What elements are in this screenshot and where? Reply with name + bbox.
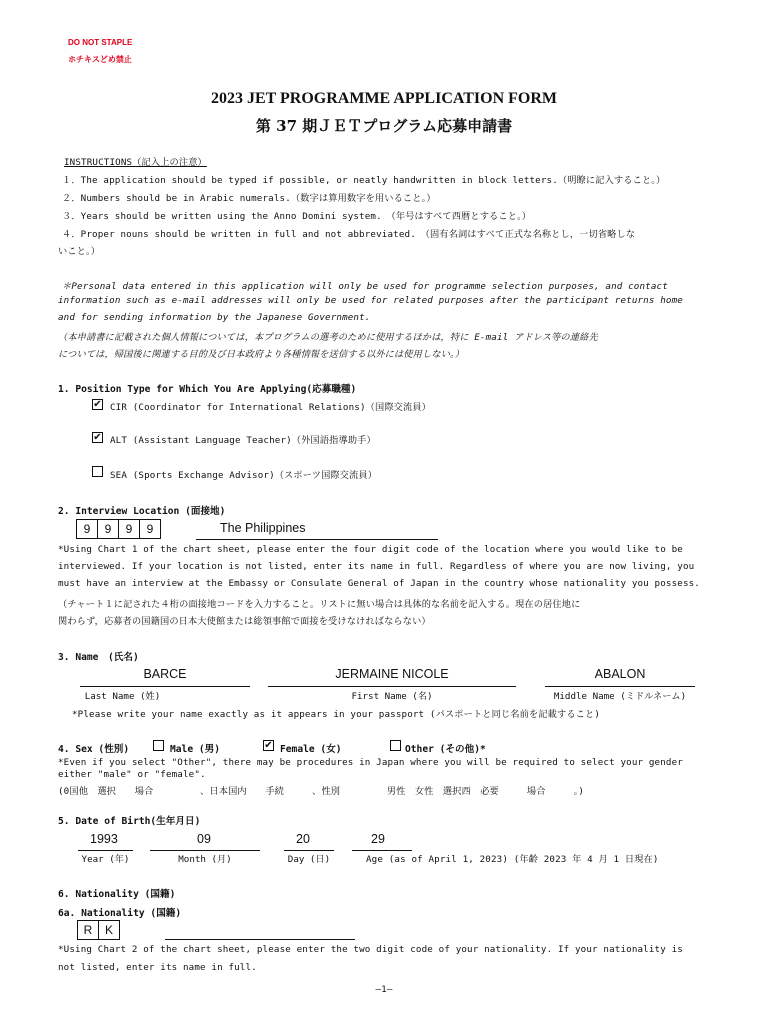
middle-name-underline (545, 686, 695, 687)
alt-option-label: ALT (Assistant Language Teacher)（外国語指導助手） (110, 435, 376, 446)
instructions-heading: INSTRUCTIONS（記入上の注意） (64, 157, 207, 168)
section4-note-jp: (0国他 選択 場合 、日本国内 手続 、性別 男性 女性 選択西 必要 場合 。) (58, 786, 585, 797)
birth-day-value[interactable]: 20 (296, 832, 310, 846)
instruction-item: １．The application should be typed if possible, or neatly handwritten in block letters.（明瞭に記入すること。） (62, 175, 666, 186)
age-value[interactable]: 29 (371, 832, 385, 846)
last-name-value[interactable]: BARCE (143, 667, 187, 681)
other-label: Other (その他)* (405, 744, 486, 755)
location-underline (196, 539, 438, 540)
code-digit[interactable]: 9 (76, 519, 98, 539)
last-name-underline (80, 686, 250, 687)
male-checkbox[interactable] (153, 740, 164, 751)
first-name-underline (268, 686, 516, 687)
nationality-code-letter[interactable]: R (77, 920, 99, 940)
section2-heading: 2. Interview Location (面接地) (58, 506, 226, 517)
privacy-note-en: ＊Personal data entered in this application will only be used for programme selection purposes, and contact (62, 281, 668, 292)
nationality-code-letter[interactable]: K (98, 920, 120, 940)
alt-checkbox[interactable]: ✔ (93, 432, 102, 443)
first-name-caption: First Name (名) (351, 691, 433, 702)
interview-location-name[interactable]: The Philippines (220, 521, 306, 535)
section2-note: interviewed. If your location is not listed, enter its name in full. Regardless of where you are now living, you (58, 561, 695, 572)
page-number: —1— (375, 984, 393, 995)
privacy-note-jp: （本申請書に記載された個人情報については，本プログラムの選考のために使用するほかは，特に E-mail アドレス等の連絡先 (58, 332, 598, 343)
first-name-value[interactable]: JERMAINE NICOLE (335, 667, 449, 681)
section4-note: *Even if you select "Other", there may be procedures in Japan where you will be required to select your gender (58, 757, 683, 768)
privacy-note-en: information such as e-mail addresses will only be used for related purposes after the participant returns home (58, 295, 683, 306)
instruction-item: いこと。） (58, 246, 101, 257)
nationality-name-underline[interactable] (165, 939, 355, 940)
section3-heading: 3. Name (氏名) (58, 652, 139, 663)
month-caption: Month (月) (178, 854, 232, 865)
section2-note: *Using Chart 1 of the chart sheet, please enter the four digit code of the location where you would like to be (58, 544, 683, 555)
do-not-staple-label-jp: ホチキスどめ禁止 (68, 55, 132, 64)
birth-year-value[interactable]: 1993 (90, 832, 118, 846)
sea-checkbox[interactable] (92, 466, 103, 477)
form-title: 2023 JET PROGRAMME APPLICATION FORM (210, 90, 558, 107)
sea-option-label: SEA (Sports Exchange Advisor)（スポーツ国際交流員） (110, 470, 378, 481)
section4-note: either "male" or "female". (58, 769, 206, 780)
section6a-heading: 6a. Nationality (国籍) (58, 908, 182, 919)
code-digit[interactable]: 9 (118, 519, 140, 539)
last-name-caption: Last Name (姓) (84, 691, 161, 702)
interview-code-boxes[interactable] (77, 519, 161, 539)
middle-name-value[interactable]: ABALON (594, 667, 646, 681)
privacy-note-en: and for sending information by the Japanese Government. (58, 312, 371, 323)
female-checkbox[interactable]: ✔ (264, 740, 273, 751)
birth-month-value[interactable]: 09 (197, 832, 211, 846)
form-title-jp: 第 37 期ＪＥＴプログラム応募申請書 (255, 117, 513, 135)
day-caption: Day (日) (287, 854, 331, 865)
instruction-item: ２．Numbers should be in Arabic numerals.（数字は算用数字を用いること。） (62, 193, 436, 204)
name-note: *Please write your name exactly as it appears in your passport (パスポートと同じ名前を記載すること) (72, 709, 601, 720)
nationality-code-boxes[interactable] (78, 920, 120, 940)
section6-note: not listed, enter its name in full. (58, 962, 257, 973)
instruction-item: ４．Proper nouns should be written in full and not abbreviated. （固有名詞はすべて正式な名称とし，一切省略しな (62, 229, 636, 240)
privacy-note-jp: については，帰国後に関連する目的及び日本政府より各種情報を送信する以外には使用しない。） (58, 349, 465, 360)
other-checkbox[interactable] (390, 740, 401, 751)
middle-name-caption: Middle Name (ミドルネーム) (553, 691, 687, 702)
female-label: Female (女) (280, 744, 342, 755)
section2-note-jp: 関わらず，応募者の国籍国の日本大使館または総領事館で面接を受けなければならない） (58, 616, 431, 627)
section4-heading: 4. Sex (性別) (58, 744, 130, 755)
section5-heading: 5. Date of Birth(生年月日) (58, 816, 201, 827)
code-digit[interactable]: 9 (97, 519, 119, 539)
section2-note: must have an interview at the Embassy or Consulate General of Japan in the country whose nationality you possess. (58, 578, 700, 589)
do-not-staple-label: DO NOT STAPLE (68, 38, 133, 47)
male-label: Male (男) (170, 744, 221, 755)
instruction-item: ３．Years should be written using the Anno Domini system. （年号はすべて西暦とすること。） (62, 211, 532, 222)
cir-checkbox[interactable]: ✔ (93, 399, 102, 410)
cir-option-label: CIR (Coordinator for International Relations)（国際交流員） (110, 402, 432, 413)
code-digit[interactable]: 9 (139, 519, 161, 539)
section1-heading: 1. Position Type for Which You Are Applying(応募職種) (58, 384, 357, 395)
section6-note: *Using Chart 2 of the chart sheet, please enter the two digit code of your nationality. If your nationality is (58, 944, 683, 955)
age-caption: Age (as of April 1, 2023) (年齢 2023 年 4 月 1 日現在) (366, 854, 659, 865)
section2-note-jp: （チャート１に記された４桁の面接地コードを入力すること。リストに無い場合は具体的な名前を記入する。現在の居住地に (58, 599, 581, 610)
section6-heading: 6. Nationality (国籍) (58, 889, 176, 900)
year-caption: Year (年) (81, 854, 130, 865)
